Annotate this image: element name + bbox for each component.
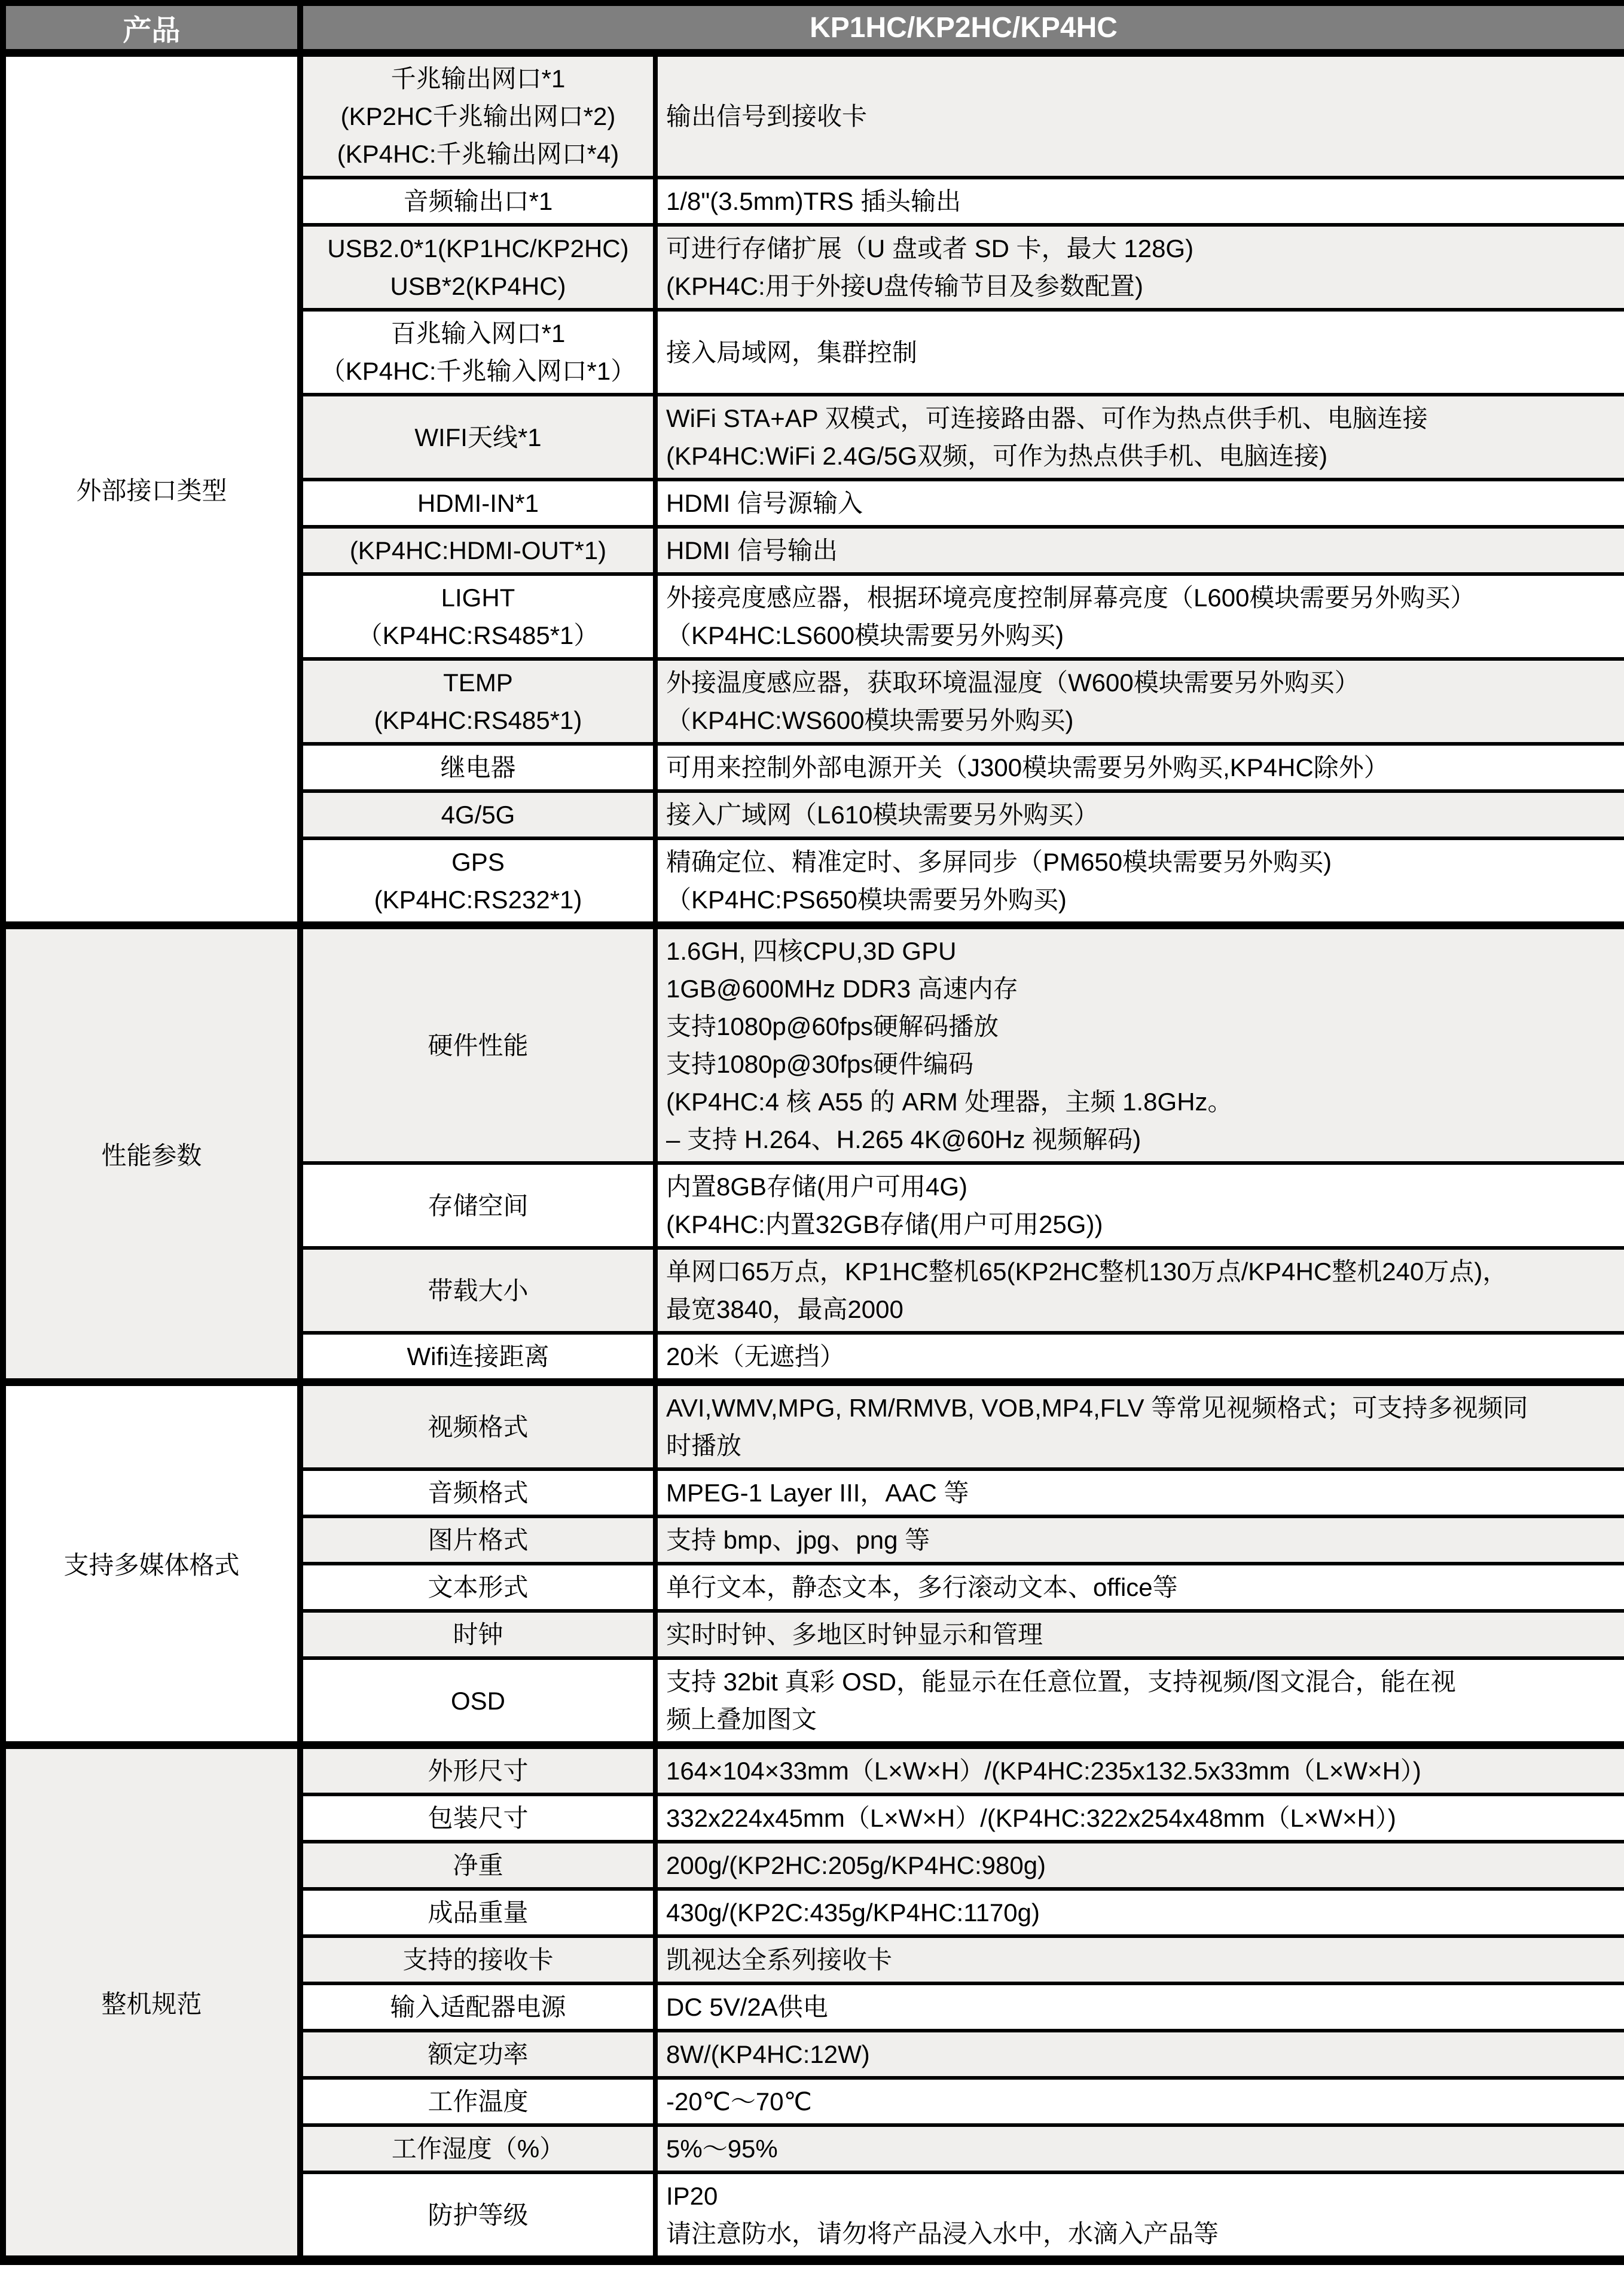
table-row: [3, 1745, 1624, 1795]
spec-name-cell: [300, 1469, 655, 1516]
spec-desc-line: 内置8GB存储(用户可用4G): [666, 1173, 968, 1201]
spec-desc-cell: [655, 527, 1624, 574]
spec-desc-line: (KP4HC:内置32GB存储(用户可用25G)): [666, 1210, 1103, 1238]
spec-desc-line: 接入局域网，集群控制: [666, 338, 918, 367]
spec-name-line: 工作温度: [428, 2087, 529, 2116]
spec-desc-cell: [655, 1794, 1624, 1842]
spec-desc-line: DC 5V/2A供电: [666, 1993, 828, 2021]
spec-desc-line: 外接温度感应器，获取环境温湿度（W600模块需要另外购买）: [666, 669, 1360, 697]
spec-name-cell: [300, 1611, 655, 1658]
spec-name-cell: [300, 178, 655, 225]
spec-name-line: (KP2HC千兆输出网口*2): [340, 102, 616, 130]
table-header: [3, 3, 1624, 53]
spec-desc-cell: [655, 1333, 1624, 1382]
spec-desc-line: IP20: [666, 2182, 718, 2210]
spec-desc-cell: [655, 838, 1624, 926]
spec-desc-line: 输出信号到接收卡: [666, 102, 868, 130]
spec-name-line: OSD: [450, 1686, 505, 1715]
spec-name-line: 继电器: [440, 753, 516, 782]
spec-name-line: (KP4HC:HDMI-OUT*1): [349, 536, 607, 564]
spec-desc-line: – 支持 H.264、H.265 4K@60Hz 视频解码): [666, 1125, 1141, 1153]
spec-desc-line: WiFi STA+AP 双模式，可连接路由器、可作为热点供手机、电脑连接: [666, 404, 1428, 432]
spec-name-line: 文本形式: [428, 1573, 529, 1601]
spec-desc-cell: [655, 1564, 1624, 1611]
table-row: [3, 1382, 1624, 1470]
spec-name-line: 工作湿度（%）: [391, 2135, 565, 2163]
spec-name-cell: [300, 744, 655, 791]
spec-name-line: （KP4HC:RS485*1）: [357, 621, 599, 649]
spec-name-line: 百兆输入网口*1: [390, 319, 566, 347]
spec-desc-line: 单行文本，静态文本，多行滚动文本、office等: [666, 1573, 1178, 1601]
spec-name-line: 硬件性能: [428, 1031, 529, 1060]
spec-name-cell: [300, 2031, 655, 2078]
spec-name-cell: [300, 1936, 655, 1983]
spec-desc-line: （KP4HC:WS600模块需要另外购买): [666, 706, 1074, 734]
spec-desc-line: 最宽3840，最高2000: [666, 1295, 903, 1323]
spec-name-cell: [300, 310, 655, 395]
spec-desc-cell: [655, 178, 1624, 225]
header-row: [3, 3, 1624, 53]
spec-name-cell: [300, 1983, 655, 2031]
spec-name-line: 存储空间: [428, 1191, 529, 1220]
spec-name-line: GPS: [451, 848, 505, 876]
spec-name-cell: [300, 53, 655, 178]
spec-name-cell: [300, 1564, 655, 1611]
table-row: [3, 926, 1624, 1164]
spec-name-cell: [300, 1516, 655, 1564]
spec-name-cell: [300, 574, 655, 659]
header-product-cell: 产品: [3, 3, 300, 53]
spec-name-line: Wifi连接距离: [407, 1342, 550, 1370]
spec-name-cell: [300, 225, 655, 310]
spec-name-line: 成品重量: [428, 1898, 529, 1927]
spec-desc-line: 支持 bmp、jpg、png 等: [666, 1526, 930, 1554]
spec-name-line: (KP4HC:RS485*1): [374, 706, 582, 734]
spec-name-line: HDMI-IN*1: [417, 489, 539, 517]
spec-name-cell: [300, 1842, 655, 1889]
spec-name-cell: [300, 1333, 655, 1382]
spec-name-line: （KP4HC:千兆输入网口*1）: [320, 357, 636, 385]
spec-desc-line: 20米（无遮挡）: [666, 1342, 845, 1370]
spec-desc-cell: [655, 53, 1624, 178]
spec-desc-line: 1GB@600MHz DDR3 高速内存: [666, 975, 1018, 1003]
spec-desc-line: 可进行存储扩展（U 盘或者 SD 卡，最大 128G): [666, 234, 1194, 262]
spec-desc-cell: [655, 1658, 1624, 1745]
spec-name-cell: [300, 527, 655, 574]
spec-desc-cell: [655, 574, 1624, 659]
spec-name-line: 防护等级: [428, 2200, 529, 2229]
spec-name-line: USB*2(KP4HC): [390, 272, 566, 300]
spec-name-cell: [300, 2078, 655, 2125]
spec-desc-cell: [655, 2125, 1624, 2172]
spec-name-cell: [300, 1382, 655, 1470]
spec-desc-line: 接入广域网（L610模块需要另外购买）: [666, 801, 1099, 829]
spec-desc-cell: [655, 1936, 1624, 1983]
section-group-cell: 外部接口类型: [3, 53, 300, 926]
spec-name-cell: [300, 1163, 655, 1248]
spec-desc-cell: [655, 659, 1624, 744]
section-group-cell: 整机规范: [3, 1745, 300, 2261]
spec-desc-cell: [655, 1163, 1624, 1248]
spec-name-cell: [300, 1658, 655, 1745]
spec-desc-line: 1.6GH, 四核CPU,3D GPU: [666, 937, 957, 965]
spec-desc-cell: [655, 926, 1624, 1164]
spec-name-line: 视频格式: [428, 1412, 529, 1441]
spec-desc-cell: [655, 791, 1624, 838]
spec-desc-line: (KP4HC:4 核 A55 的 ARM 处理器，主频 1.8GHz。: [666, 1088, 1233, 1116]
spec-name-cell: [300, 1889, 655, 1936]
spec-name-cell: [300, 659, 655, 744]
spec-name-line: 音频格式: [428, 1479, 529, 1507]
section-group-cell: 支持多媒体格式: [3, 1382, 300, 1745]
spec-desc-line: 请注意防水，请勿将产品浸入水中，水滴入产品等: [666, 2220, 1219, 2248]
spec-desc-line: 8W/(KP4HC:12W): [666, 2040, 870, 2068]
spec-name-line: 图片格式: [428, 1526, 529, 1554]
spec-name-line: 音频输出口*1: [403, 187, 553, 215]
spec-name-line: 包装尺寸: [428, 1804, 529, 1832]
spec-name-line: 千兆输出网口*1: [390, 65, 566, 93]
spec-desc-cell: [655, 1469, 1624, 1516]
spec-desc-cell: [655, 2031, 1624, 2078]
spec-name-line: USB2.0*1(KP1HC/KP2HC): [327, 234, 629, 262]
spec-name-line: 外形尺寸: [428, 1757, 529, 1785]
spec-name-line: TEMP: [443, 669, 513, 697]
spec-name-line: (KP4HC:千兆输出网口*4): [337, 140, 619, 168]
spec-desc-cell: [655, 2078, 1624, 2125]
spec-desc-line: MPEG-1 Layer III，AAC 等: [666, 1479, 969, 1507]
spec-desc-line: (KPH4C:用于外接U盘传输节目及参数配置): [666, 272, 1144, 300]
spec-name-cell: [300, 926, 655, 1164]
spec-desc-line: 1/8"(3.5mm)TRS 插头输出: [666, 187, 961, 215]
spec-name-cell: [300, 395, 655, 480]
spec-desc-cell: [655, 1745, 1624, 1795]
spec-desc-line: 200g/(KP2HC:205g/KP4HC:980g): [666, 1851, 1046, 1879]
spec-name-cell: [300, 2172, 655, 2260]
spec-name-cell: [300, 480, 655, 527]
spec-desc-line: 332x224x45mm（L×W×H）/(KP4HC:322x254x48mm（L×W×H）): [666, 1804, 1396, 1832]
spec-desc-cell: [655, 2172, 1624, 2260]
spec-name-line: WIFI天线*1: [414, 423, 542, 451]
spec-desc-line: 频上叠加图文: [666, 1705, 817, 1733]
spec-desc-line: 凯视达全系列接收卡: [666, 1946, 893, 1974]
spec-name-cell: [300, 838, 655, 926]
spec-desc-line: 可用来控制外部电源开关（J300模块需要另外购买,KP4HC除外）: [666, 753, 1389, 782]
spec-desc-line: 精确定位、精准定时、多屏同步（PM650模块需要另外购买): [666, 848, 1332, 876]
spec-name-line: 额定功率: [428, 2040, 529, 2068]
spec-desc-line: 时播放: [666, 1431, 742, 1460]
spec-name-line: 带载大小: [428, 1276, 529, 1305]
spec-name-line: 4G/5G: [441, 801, 515, 829]
spec-desc-cell: [655, 225, 1624, 310]
table-body: [3, 53, 1624, 2261]
spec-desc-line: AVI,WMV,MPG, RM/RMVB, VOB,MP4,FLV 等常见视频格式；可支持多视频同: [666, 1394, 1528, 1422]
spec-desc-cell: [655, 1842, 1624, 1889]
spec-name-line: 支持的接收卡: [402, 1946, 554, 1974]
spec-name-line: LIGHT: [441, 584, 515, 612]
spec-name-line: (KP4HC:RS232*1): [374, 886, 582, 914]
spec-desc-cell: [655, 1248, 1624, 1333]
spec-desc-line: 5%～95%: [666, 2135, 778, 2163]
spec-desc-line: （KP4HC:PS650模块需要另外购买): [666, 886, 1067, 914]
spec-desc-line: 430g/(KP2C:435g/KP4HC:1170g): [666, 1898, 1040, 1927]
header-model-cell: KP1HC/KP2HC/KP4HC: [300, 3, 1624, 53]
spec-desc-cell: [655, 1516, 1624, 1564]
spec-desc-line: 单网口65万点，KP1HC整机65(KP2HC整机130万点/KP4HC整机240万点)，: [666, 1257, 1508, 1286]
table-row: [3, 53, 1624, 178]
spec-name-line: 净重: [453, 1851, 503, 1879]
spec-name-cell: [300, 1794, 655, 1842]
spec-desc-cell: [655, 480, 1624, 527]
spec-desc-cell: [655, 744, 1624, 791]
section-group-cell: 性能参数: [3, 926, 300, 1382]
spec-desc-line: (KP4HC:WiFi 2.4G/5G双频，可作为热点供手机、电脑连接): [666, 442, 1328, 470]
spec-name-cell: [300, 1745, 655, 1795]
spec-name-cell: [300, 2125, 655, 2172]
spec-name-line: 时钟: [453, 1620, 503, 1649]
spec-name-line: 输入适配器电源: [390, 1993, 566, 2021]
spec-desc-cell: [655, 1611, 1624, 1658]
spec-desc-line: 164×104×33mm（L×W×H）/(KP4HC:235x132.5x33mm（L×W×H）): [666, 1757, 1421, 1785]
spec-desc-line: HDMI 信号输出: [666, 536, 838, 564]
spec-desc-cell: [655, 395, 1624, 480]
spec-desc-line: 实时时钟、多地区时钟显示和管理: [666, 1620, 1043, 1649]
spec-desc-line: HDMI 信号源输入: [666, 489, 863, 517]
spec-desc-line: 支持1080p@30fps硬件编码: [666, 1050, 974, 1078]
spec-desc-line: 外接亮度感应器，根据环境亮度控制屏幕亮度（L600模块需要另外购买）: [666, 584, 1476, 612]
spec-desc-cell: [655, 1382, 1624, 1470]
spec-desc-cell: [655, 1889, 1624, 1936]
spec-desc-line: （KP4HC:LS600模块需要另外购买): [666, 621, 1064, 649]
spec-name-cell: [300, 1248, 655, 1333]
spec-desc-cell: [655, 310, 1624, 395]
spec-desc-line: -20℃～70℃: [666, 2087, 812, 2116]
spec-name-cell: [300, 791, 655, 838]
spec-desc-line: 支持 32bit 真彩 OSD，能显示在任意位置，支持视频/图文混合，能在视: [666, 1668, 1456, 1696]
spec-desc-line: 支持1080p@60fps硬解码播放: [666, 1012, 999, 1040]
spec-desc-cell: [655, 1983, 1624, 2031]
